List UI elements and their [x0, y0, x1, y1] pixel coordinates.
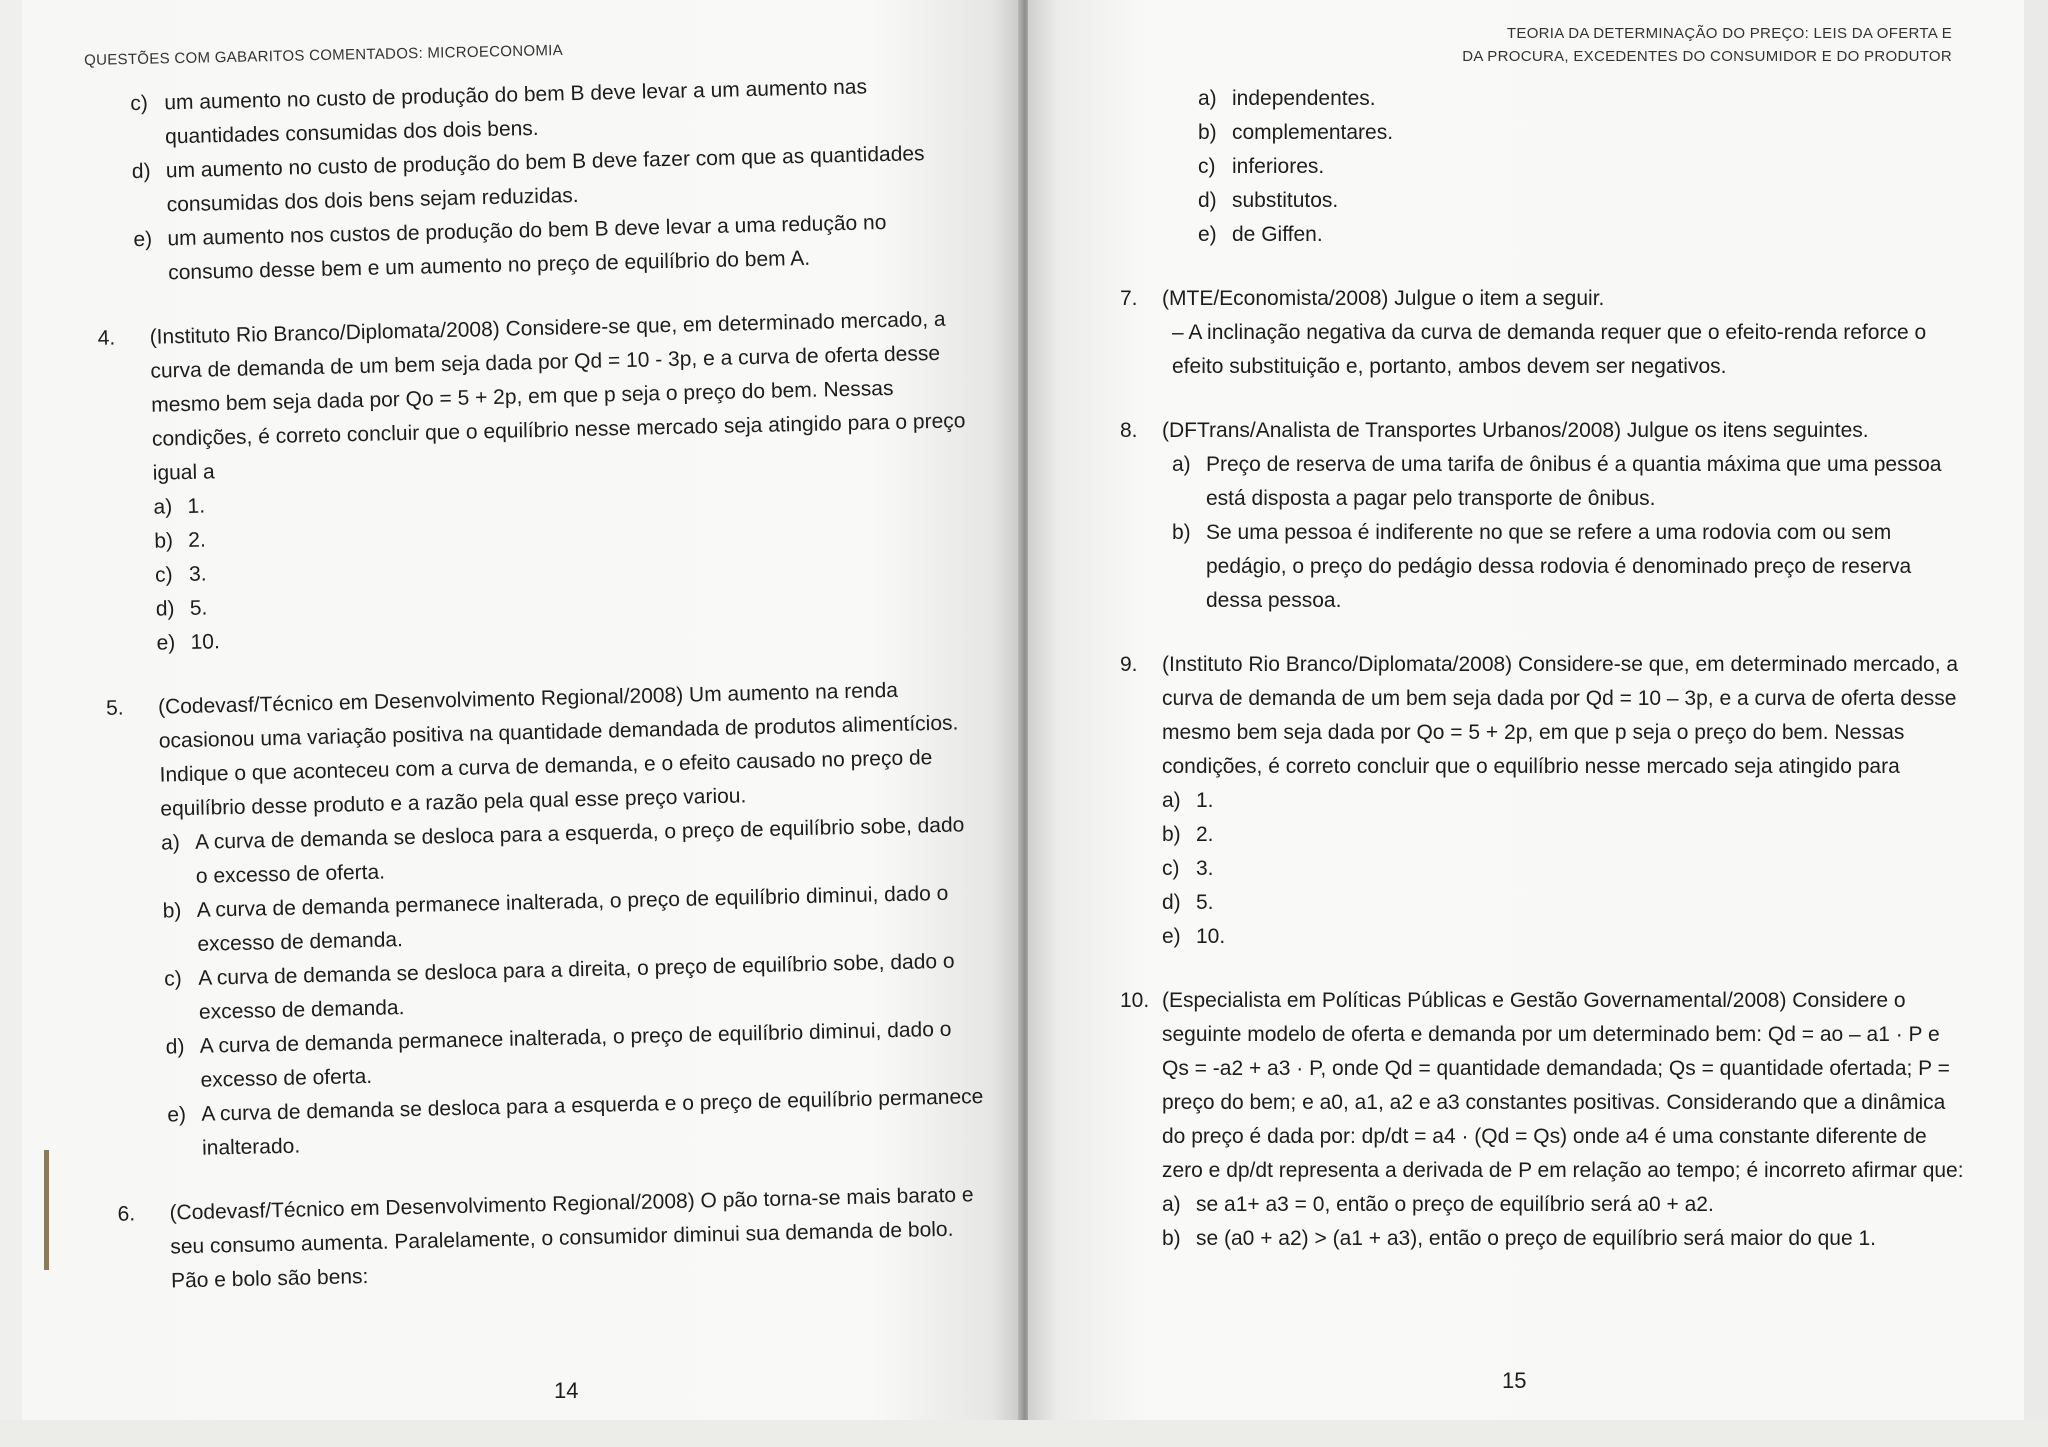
option: c) 3.	[1162, 857, 1214, 880]
option: e) 10.	[1162, 925, 1226, 948]
question-10	[1120, 984, 1970, 1256]
option: c) inferiores.	[1198, 155, 1325, 178]
option: d) substitutos.	[1198, 189, 1339, 212]
option: c) um aumento no custo de produção do bem B deve levar a um aumento nas quantidades consumidas dos dois bens.	[130, 75, 868, 149]
option: b) 2.	[1162, 823, 1214, 846]
question-4	[97, 302, 974, 662]
option: b) complementares.	[1198, 121, 1394, 144]
page-number: 15	[1502, 1368, 1527, 1393]
option: a) independentes.	[1198, 87, 1376, 110]
options-list	[161, 808, 987, 1166]
left-page-content	[92, 68, 990, 1329]
option: b) Se uma pessoa é indiferente no que se refere a uma rodovia com ou sem pedágio, o preço do pedágio dessa rodovia é denominado preço de reserva dessa pessoa.	[1172, 521, 1912, 612]
question-text: (Codevasf/Técnico em Desenvolvimento Regional/2008) Um aumento na renda ocasionou uma variação positiva na quantidade demandada de produtos alimentícios. Indique o que aconteceu com a curva de demanda, e o efeito causado no preço de equilíbrio desse produto e a razão pela qual esse preço variou.	[157, 678, 959, 821]
question-8	[1120, 414, 1970, 618]
question-number: 10.	[1120, 989, 1150, 1012]
carryover-options-right	[1120, 82, 1970, 252]
question-number: 6.	[117, 1202, 136, 1226]
question-number: 9.	[1120, 653, 1138, 676]
option: a) 1.	[1162, 789, 1214, 812]
option: a) 1.	[153, 494, 206, 519]
running-head-right	[1462, 22, 1952, 68]
option: e) 10.	[156, 630, 221, 655]
question-7	[1120, 282, 1970, 384]
option: e) de Giffen.	[1198, 223, 1323, 246]
options-list	[1162, 784, 1970, 954]
option: b) 2.	[154, 528, 207, 553]
option: a) Preço de reserva de uma tarifa de ônibus é a quantia máxima que uma pessoa está disposta a pagar pelo transporte de ônibus.	[1172, 453, 1942, 510]
option: a) A curva de demanda se desloca para a esquerda, o preço de equilíbrio sobe, dado o excesso de oferta.	[160, 813, 965, 888]
option: e) A curva de demanda se desloca para a esquerda e o preço de equilíbrio permanece inalterado.	[167, 1085, 984, 1160]
option: b) se (a0 + a2) > (a1 + a3), então o preço de equilíbrio será maior do que 1.	[1162, 1227, 1877, 1250]
option: c) 3.	[154, 562, 207, 587]
option: d) A curva de demanda permanece inalterada, o preço de equilíbrio diminui, dado o excesso de oferta.	[165, 1017, 952, 1092]
question-text: (Instituto Rio Branco/Diplomata/2008) Considere-se que, em determinado mercado, a curva de demanda de um bem seja dada por Qd = 10 – 3p, e a curva de oferta desse mesmo bem seja dada por Qo = 5 + 2p, em que p seja o preço do bem. Nessas condições, é correto concluir que o equilíbrio nesse mercado seja atingido para	[1162, 653, 1959, 778]
question-number: 5.	[105, 696, 124, 720]
question-number: 7.	[1120, 287, 1138, 310]
option: a) se a1+ a3 = 0, então o preço de equilíbrio será a0 + a2.	[1162, 1193, 1714, 1216]
question-text: (Instituto Rio Branco/Diplomata/2008) Considere-se que, em determinado mercado, a curva de demanda de um bem seja dada por Qd = 10 - 3p, e a curva de oferta desse mesmo bem seja dada por Qo = 5 + 2p, em que p seja o preço do bem. Nessas condições, é correto concluir que o equilíbrio nesse mercado seja atingido para o preço igual a	[149, 307, 966, 485]
running-head-line: DA PROCURA, EXCEDENTES DO CONSUMIDOR E DO PRODUTOR	[1462, 48, 1952, 65]
running-head-left: QUESTÕES COM GABARITOS COMENTADOS: MICROECONOMIA	[84, 41, 564, 69]
options-list	[153, 472, 975, 661]
options-list	[1162, 448, 1970, 618]
question-5	[106, 672, 987, 1168]
running-head-line: TEORIA DA DETERMINAÇÃO DO PREÇO: LEIS DA OFERTA E	[1506, 25, 1952, 42]
question-statement: – A inclinação negativa da curva de demanda requer que o efeito-renda reforce o efeito substituição e, portanto, ambos devem ser negativos.	[1172, 321, 1927, 378]
carryover-options-left	[92, 68, 966, 292]
question-text: (DFTrans/Analista de Transportes Urbanos/2008) Julgue os itens seguintes.	[1162, 419, 1869, 442]
right-page	[1028, 0, 2024, 1420]
option: c) A curva de demanda se desloca para a direita, o preço de equilíbrio sobe, dado o excesso de demanda.	[163, 949, 955, 1024]
page-number: 14	[554, 1378, 579, 1403]
option: d) um aumento no custo de produção do bem B deve fazer com que as quantidades consumidas dos dois bens sejam reduzidas.	[131, 142, 925, 217]
page-edge	[2024, 0, 2048, 1447]
question-number: 8.	[1120, 419, 1138, 442]
option: d) 5.	[1162, 891, 1214, 914]
question-9	[1120, 648, 1970, 954]
question-text: (Especialista em Políticas Públicas e Gestão Governamental/2008) Considere o seguinte modelo de oferta e demanda por um determinado bem: Qd = ao – a1 · P e Qs = -a2 + a3 · P, onde Qd = quantidade demandada; Qs = quantidade ofertada; P = preço do bem; e a0, a1, a2 e a3 constantes positivas. Considerando que a dinâmica do preço é dada por: dp/dt = a4 · (Qd = Qs) onde a4 é uma constante diferente de zero e dp/dt representa a derivada de P em relação ao tempo; é incorreto afirmar que:	[1162, 989, 1964, 1182]
question-number: 4.	[97, 326, 116, 350]
option: d) 5.	[155, 596, 208, 621]
right-page-content	[1120, 82, 1970, 1286]
page-edge-mark	[44, 1150, 49, 1270]
option: b) A curva de demanda permanece inalterada, o preço de equilíbrio diminui, dado o excesso de demanda.	[162, 881, 949, 956]
question-6	[117, 1178, 989, 1300]
question-text: (MTE/Economista/2008) Julgue o item a seguir.	[1162, 287, 1605, 310]
options-list	[1162, 1188, 1970, 1256]
left-page	[22, 0, 1022, 1420]
page-bottom-edge	[0, 1420, 2048, 1447]
option: e) um aumento nos custos de produção do bem B deve levar a uma redução no consumo desse bem e um aumento no preço de equilíbrio do bem A.	[133, 211, 887, 285]
question-text: (Codevasf/Técnico em Desenvolvimento Regional/2008) O pão torna-se mais barato e seu consumo aumenta. Paralelamente, o consumidor diminui sua demanda de bolo. Pão e bolo são bens:	[169, 1183, 974, 1293]
